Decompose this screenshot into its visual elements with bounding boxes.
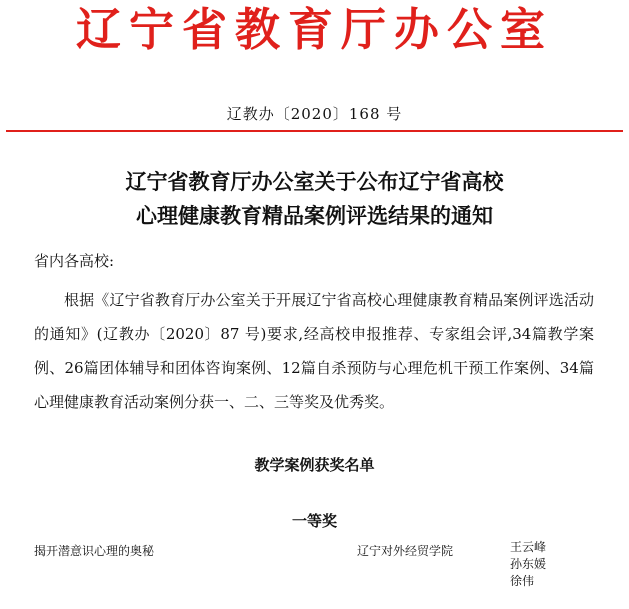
author-name: 王云峰 — [510, 540, 547, 554]
award-tier-heading: 一等奖 — [291, 512, 337, 530]
red-divider-line — [6, 130, 623, 132]
org-header-title: 辽宁省教育厅办公室 — [75, 3, 553, 56]
document-title — [0, 165, 629, 233]
addressee: 省内各高校: — [34, 252, 115, 270]
author-name: 孙东媛 — [510, 557, 547, 571]
award-entry-title: 揭开潜意识心理的奥秘 — [34, 544, 155, 558]
award-entry-authors — [510, 539, 546, 590]
document-title-line-2: 心理健康教育精品案例评选结果的通知 — [136, 203, 493, 228]
award-section-heading: 教学案例获奖名单 — [254, 456, 375, 474]
document-title-line-1: 辽宁省教育厅办公室关于公布辽宁省高校 — [125, 169, 504, 194]
award-entry-school: 辽宁对外经贸学院 — [357, 544, 454, 558]
document-number: 辽教办〔2020〕168 号 — [226, 105, 403, 123]
body-paragraph: 根据《辽宁省教育厅办公室关于开展辽宁省高校心理健康教育精品案例评选活动的通知》(辽教办〔2020〕87 号)要求,经高校申报推荐、专家组会评,34篇教学案例、26篇团体辅导和团体咨询案例、12篇自杀预防与心理危机干预工作案例、34篇心理健康教育活动案例分获一、二、三等奖及优秀奖。 — [34, 291, 594, 411]
author-name: 徐伟 — [510, 574, 535, 588]
